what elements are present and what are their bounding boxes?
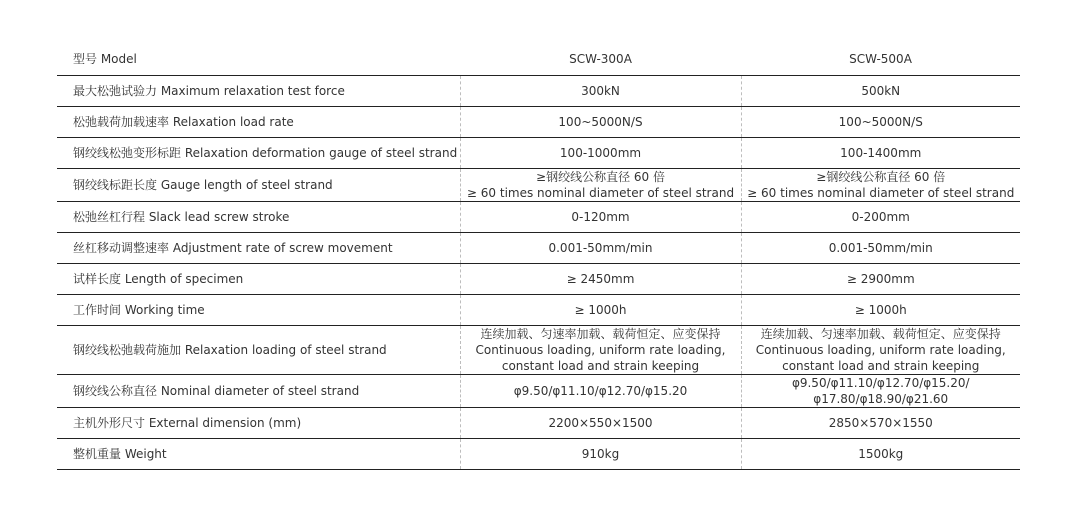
value-line: 连续加载、匀速率加载、载荷恒定、应变保持 xyxy=(760,327,1001,341)
table-row xyxy=(57,107,1020,138)
table-row xyxy=(57,326,1020,375)
row-value-2 xyxy=(741,169,1020,202)
table-row xyxy=(57,264,1020,295)
row-label: 钢绞线松弛变形标距 Relaxation deformation gauge of steel strand xyxy=(57,138,460,169)
value-line: 2850×570×1550 xyxy=(828,416,933,430)
row-value-2 xyxy=(741,76,1020,107)
value-line: Continuous loading, uniform rate loading, xyxy=(755,343,1006,357)
row-label: 丝杠移动调整速率 Adjustment rate of screw movement xyxy=(57,233,460,264)
row-label: 钢绞线松弛载荷施加 Relaxation loading of steel strand xyxy=(57,326,460,375)
value-line: 100~5000N/S xyxy=(558,115,643,129)
header-label: 型号 Model xyxy=(57,43,460,76)
row-value-1 xyxy=(460,326,741,375)
value-line: 100~5000N/S xyxy=(838,115,923,129)
row-value-1 xyxy=(460,107,741,138)
row-value-1 xyxy=(460,169,741,202)
value-line: ≥ 1000h xyxy=(854,303,907,317)
row-value-2 xyxy=(741,107,1020,138)
value-line: constant load and strain keeping xyxy=(782,359,980,373)
row-label: 钢绞线公称直径 Nominal diameter of steel strand xyxy=(57,375,460,408)
value-line: 100-1400mm xyxy=(840,146,922,160)
table-row xyxy=(57,138,1020,169)
value-line: φ9.50/φ11.10/φ12.70/φ15.20/ xyxy=(791,376,970,390)
row-value-1 xyxy=(460,233,741,264)
value-line: constant load and strain keeping xyxy=(501,359,700,373)
header-row xyxy=(57,43,1020,76)
value-line: 910kg xyxy=(581,447,620,461)
row-value-1 xyxy=(460,264,741,295)
table-row xyxy=(57,375,1020,408)
row-value-2 xyxy=(741,326,1020,375)
value-line: 300kN xyxy=(581,84,620,98)
value-line: ≥ 1000h xyxy=(574,303,627,317)
row-value-2 xyxy=(741,202,1020,233)
row-label: 钢绞线标距长度 Gauge length of steel strand xyxy=(57,169,460,202)
row-label: 试样长度 Length of specimen xyxy=(57,264,460,295)
table-row xyxy=(57,202,1020,233)
table-row xyxy=(57,233,1020,264)
table-row xyxy=(57,76,1020,107)
value-line: ≥钢绞线公称直径 60 倍 xyxy=(816,170,946,184)
row-value-1 xyxy=(460,76,741,107)
value-line: 0-200mm xyxy=(851,210,910,224)
row-label: 松弛丝杠行程 Slack lead screw stroke xyxy=(57,202,460,233)
row-value-1 xyxy=(460,408,741,439)
row-label: 最大松弛试验力 Maximum relaxation test force xyxy=(57,76,460,107)
row-label: 主机外形尺寸 External dimension (mm) xyxy=(57,408,460,439)
row-value-1 xyxy=(460,295,741,326)
value-line: 2200×550×1500 xyxy=(548,416,653,430)
row-value-2 xyxy=(741,233,1020,264)
value-line: ≥ 2900mm xyxy=(846,272,915,286)
value-line: ≥钢绞线公称直径 60 倍 xyxy=(536,170,665,184)
value-line: 0.001-50mm/min xyxy=(548,241,653,255)
value-line: 0.001-50mm/min xyxy=(828,241,933,255)
value-line: 1500kg xyxy=(858,447,904,461)
spec-table xyxy=(57,43,1020,470)
value-line: 100-1000mm xyxy=(559,146,642,160)
value-line: φ9.50/φ11.10/φ12.70/φ15.20 xyxy=(513,384,688,398)
row-label: 整机重量 Weight xyxy=(57,439,460,470)
row-value-2 xyxy=(741,138,1020,169)
value-line: ≥ 2450mm xyxy=(566,272,635,286)
value-line: ≥ 60 times nominal diameter of steel strand xyxy=(466,186,735,200)
row-value-2 xyxy=(741,439,1020,470)
table-row xyxy=(57,439,1020,470)
value-line: ≥ 60 times nominal diameter of steel strand xyxy=(747,186,1015,200)
value-line: φ17.80/φ18.90/φ21.60 xyxy=(813,392,949,406)
value-line: 500kN xyxy=(861,84,901,98)
row-value-2 xyxy=(741,408,1020,439)
row-value-1 xyxy=(460,375,741,408)
row-value-2 xyxy=(741,375,1020,408)
value-line: 连续加载、匀速率加载、载荷恒定、应变保持 xyxy=(480,327,721,341)
value-line: 0-120mm xyxy=(571,210,630,224)
row-value-1 xyxy=(460,202,741,233)
model-name-1: SCW-300A xyxy=(460,43,741,76)
row-value-1 xyxy=(460,439,741,470)
row-label: 松弛载荷加载速率 Relaxation load rate xyxy=(57,107,460,138)
row-value-1 xyxy=(460,138,741,169)
table-row xyxy=(57,408,1020,439)
model-name-2: SCW-500A xyxy=(741,43,1020,76)
table-row xyxy=(57,169,1020,202)
row-label: 工作时间 Working time xyxy=(57,295,460,326)
table-row xyxy=(57,295,1020,326)
row-value-2 xyxy=(741,264,1020,295)
value-line: Continuous loading, uniform rate loading, xyxy=(475,343,726,357)
row-value-2 xyxy=(741,295,1020,326)
